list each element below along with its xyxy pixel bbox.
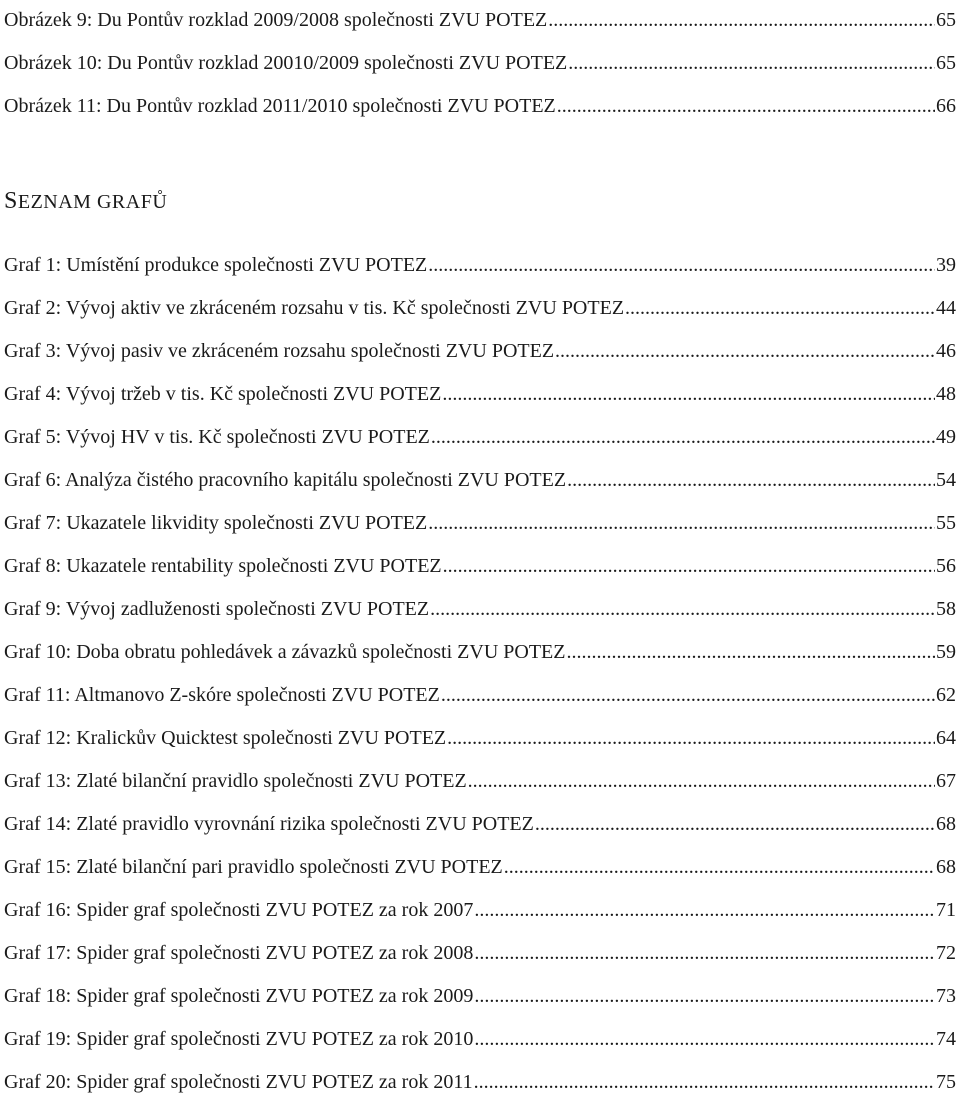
toc-entry-page: 39 (935, 244, 956, 287)
toc-entry[interactable] (4, 42, 956, 85)
toc-entry[interactable] (4, 803, 956, 846)
toc-entry-page: 58 (935, 588, 956, 631)
toc-entry-label: Graf 10: Doba obratu pohledávek a závazků společnosti ZVU POTEZ (4, 631, 567, 674)
toc-entry-label: Obrázek 10: Du Pontův rozklad 20010/2009 společnosti ZVU POTEZ (4, 42, 568, 85)
toc-leader-dots (468, 760, 935, 803)
toc-entry[interactable] (4, 889, 956, 932)
toc-leader-dots (431, 416, 935, 459)
toc-leader-dots (474, 1061, 935, 1104)
graphs-list (4, 244, 956, 1104)
toc-entry[interactable] (4, 0, 956, 42)
toc-entry[interactable] (4, 287, 956, 330)
toc-entry-page: 68 (935, 803, 956, 846)
toc-entry-label: Obrázek 9: Du Pontův rozklad 2009/2008 společnosti ZVU POTEZ (4, 0, 548, 42)
toc-entry[interactable] (4, 502, 956, 545)
toc-entry-page: 71 (935, 889, 956, 932)
toc-entry[interactable] (4, 760, 956, 803)
toc-entry-page: 48 (935, 373, 956, 416)
toc-entry[interactable] (4, 674, 956, 717)
toc-entry-page: 59 (935, 631, 956, 674)
toc-entry[interactable] (4, 932, 956, 975)
toc-entry-label: Graf 2: Vývoj aktiv ve zkráceném rozsahu v tis. Kč společnosti ZVU POTEZ (4, 287, 625, 330)
toc-entry-label: Graf 14: Zlaté pravidlo vyrovnání rizika společnosti ZVU POTEZ (4, 803, 535, 846)
toc-entry-page: 64 (935, 717, 956, 760)
toc-entry-page: 66 (935, 85, 956, 128)
toc-leader-dots (504, 846, 935, 889)
toc-entry[interactable] (4, 975, 956, 1018)
toc-entry-label: Graf 3: Vývoj pasiv ve zkráceném rozsahu společnosti ZVU POTEZ (4, 330, 555, 373)
section-heading-block (4, 180, 956, 223)
toc-entry-page: 74 (935, 1018, 956, 1061)
toc-leader-dots (442, 373, 935, 416)
toc-entry[interactable] (4, 85, 956, 128)
toc-entry-label: Graf 5: Vývoj HV v tis. Kč společnosti ZVU POTEZ (4, 416, 431, 459)
toc-leader-dots (441, 674, 935, 717)
toc-entry-page: 62 (935, 674, 956, 717)
toc-entry[interactable] (4, 373, 956, 416)
toc-leader-dots (443, 545, 935, 588)
toc-entry-page: 54 (935, 459, 956, 502)
toc-leader-dots (567, 631, 936, 674)
toc-entry-label: Obrázek 11: Du Pontův rozklad 2011/2010 společnosti ZVU POTEZ (4, 85, 557, 128)
toc-leader-dots (535, 803, 935, 846)
section-heading-rest: EZNAM GRAFŮ (17, 191, 168, 213)
toc-entry[interactable] (4, 846, 956, 889)
toc-entry-label: Graf 17: Spider graf společnosti ZVU POTEZ za rok 2008 (4, 932, 474, 975)
toc-entry[interactable] (4, 244, 956, 287)
toc-leader-dots (548, 0, 935, 42)
toc-entry-page: 65 (935, 0, 956, 42)
toc-entry[interactable] (4, 717, 956, 760)
toc-leader-dots (430, 588, 935, 631)
toc-leader-dots (555, 330, 935, 373)
toc-leader-dots (567, 459, 935, 502)
toc-entry-page: 49 (935, 416, 956, 459)
toc-entry-label: Graf 19: Spider graf společnosti ZVU POTEZ za rok 2010 (4, 1018, 474, 1061)
toc-entry-label: Graf 6: Analýza čistého pracovního kapitálu společnosti ZVU POTEZ (4, 459, 567, 502)
toc-entry-page: 56 (935, 545, 956, 588)
toc-entry-label: Graf 1: Umístění produkce společnosti ZVU POTEZ (4, 244, 428, 287)
toc-entry[interactable] (4, 459, 956, 502)
toc-entry-page: 46 (935, 330, 956, 373)
toc-leader-dots (474, 975, 935, 1018)
toc-leader-dots (474, 889, 935, 932)
toc-entry-page: 55 (935, 502, 956, 545)
toc-leader-dots (428, 502, 935, 545)
toc-leader-dots (625, 287, 935, 330)
toc-leader-dots (447, 717, 935, 760)
toc-entry-label: Graf 15: Zlaté bilanční pari pravidlo společnosti ZVU POTEZ (4, 846, 504, 889)
toc-entry[interactable] (4, 1061, 956, 1104)
figures-list (4, 0, 956, 129)
toc-leader-dots (557, 85, 935, 128)
toc-entry-label: Graf 8: Ukazatele rentability společnosti ZVU POTEZ (4, 545, 443, 588)
section-heading (4, 180, 956, 223)
toc-entry-page: 73 (935, 975, 956, 1018)
toc-entry[interactable] (4, 631, 956, 674)
toc-entry-page: 75 (935, 1061, 956, 1104)
toc-entry-label: Graf 4: Vývoj tržeb v tis. Kč společnosti ZVU POTEZ (4, 373, 442, 416)
toc-entry-label: Graf 11: Altmanovo Z-skóre společnosti ZVU POTEZ (4, 674, 441, 717)
toc-leader-dots (474, 1018, 935, 1061)
toc-entry-page: 44 (935, 287, 956, 330)
toc-entry[interactable] (4, 416, 956, 459)
toc-entry[interactable] (4, 1018, 956, 1061)
toc-entry-label: Graf 18: Spider graf společnosti ZVU POTEZ za rok 2009 (4, 975, 474, 1018)
toc-entry-label: Graf 20: Spider graf společnosti ZVU POTEZ za rok 2011 (4, 1061, 474, 1104)
toc-entry-page: 68 (935, 846, 956, 889)
toc-entry-page: 65 (935, 42, 956, 85)
toc-entry-label: Graf 16: Spider graf společnosti ZVU POTEZ za rok 2007 (4, 889, 474, 932)
toc-entry-label: Graf 9: Vývoj zadluženosti společnosti ZVU POTEZ (4, 588, 430, 631)
toc-entry[interactable] (4, 588, 956, 631)
toc-entry-page: 67 (935, 760, 956, 803)
toc-entry-label: Graf 12: Kralickův Quicktest společnosti ZVU POTEZ (4, 717, 447, 760)
toc-entry[interactable] (4, 545, 956, 588)
toc-entry-page: 72 (935, 932, 956, 975)
toc-leader-dots (428, 244, 935, 287)
toc-entry-label: Graf 13: Zlaté bilanční pravidlo společnosti ZVU POTEZ (4, 760, 468, 803)
toc-leader-dots (474, 932, 935, 975)
toc-leader-dots (568, 42, 935, 85)
toc-entry-label: Graf 7: Ukazatele likvidity společnosti ZVU POTEZ (4, 502, 428, 545)
toc-entry[interactable] (4, 330, 956, 373)
section-heading-initial: S (4, 188, 18, 214)
